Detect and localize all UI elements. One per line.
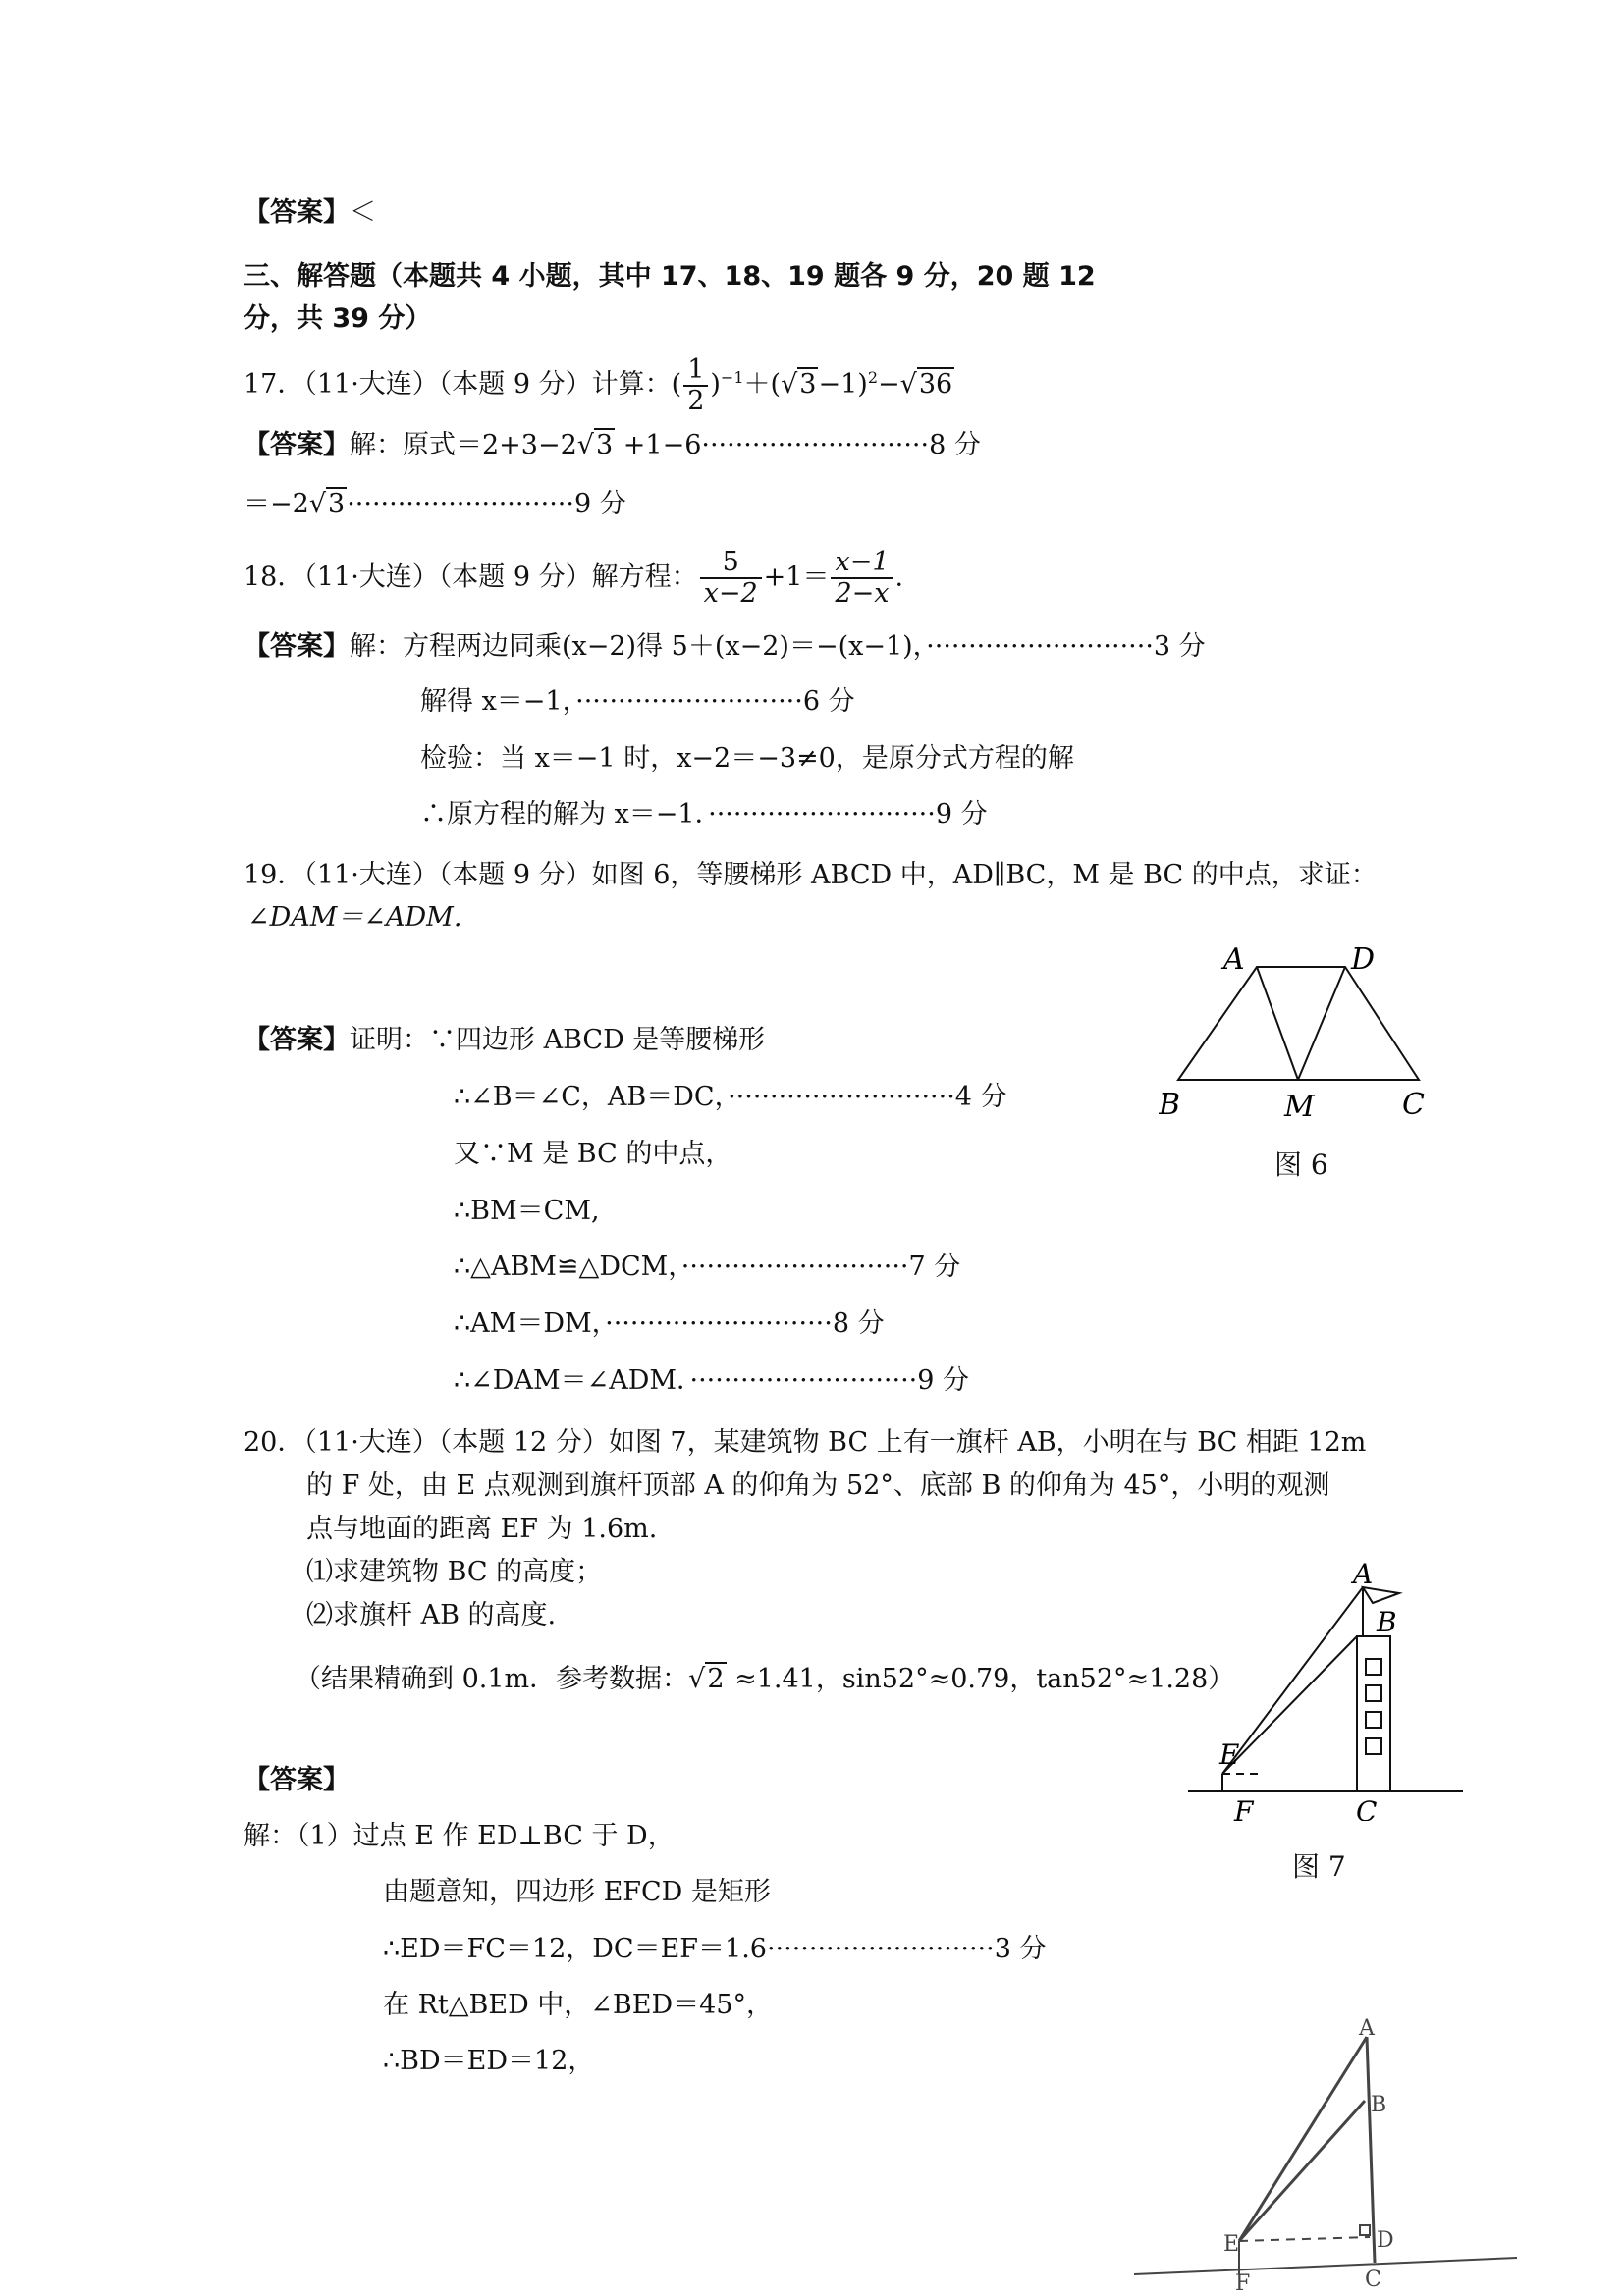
segment-dm (1298, 967, 1345, 1080)
fig7-label-f: F (1234, 1795, 1254, 1821)
q18-f2-num: x−1 (831, 548, 893, 579)
q19-answer-line4: ∴BM＝CM, (454, 1196, 600, 1226)
segment-ed (1239, 2237, 1370, 2241)
window-3 (1366, 1712, 1381, 1728)
q17-mid: ＋( (743, 369, 782, 400)
prev-answer-value: ＜ (350, 197, 376, 228)
q20-sub1: ⑴求建筑物 BC 的高度； (306, 1557, 603, 1587)
fig8-label-c: C (1365, 2268, 1381, 2292)
q18-frac2 (831, 548, 893, 609)
answer-tag: 【答案】 (244, 430, 350, 460)
q20-question-line1: 20．（11·大连）（本题 12 分）如图 7，某建筑物 BC 上有一旗杆 AB，小明在与 BC 相距 12m (244, 1427, 1367, 1458)
q18-frac1 (700, 548, 762, 609)
q17-exp2: 2 (867, 368, 878, 387)
q18-f1-den: x−2 (703, 578, 758, 609)
q18-answer-line2: 解得 x＝−1，···························6 分 (420, 686, 855, 717)
q18-answer-line4: ∴原方程的解为 x＝−1．···························9 分 (420, 799, 988, 829)
fig8-label-d: D (1377, 2228, 1394, 2253)
window-1 (1366, 1659, 1381, 1675)
q18-f1-num: 5 (700, 548, 762, 579)
q17-ans2-tail: ···························9 分 (347, 489, 626, 519)
figure-answer-diagram (1129, 2017, 1522, 2292)
q17-frac-den: 2 (687, 385, 705, 416)
section-title-line1: 三、解答题（本题共 4 小题，其中 17、18、19 题各 9 分，20 题 12 (244, 261, 1096, 292)
q19-answer-line3: 又∵M 是 BC 的中点， (454, 1139, 732, 1169)
q18-answer-line1 (244, 630, 1206, 664)
q18-f2-den: 2−x (835, 578, 890, 609)
sight-line-a (1222, 1587, 1363, 1774)
answer-tag: 【答案】 (244, 1765, 350, 1795)
q18-ans1: 解：方程两边同乘(x−2)得 5＋(x−2)＝−(x−1)，···························3 分 (350, 631, 1206, 662)
figure-7-caption: 图 7 (1292, 1850, 1346, 1883)
fig6-label-d: D (1351, 942, 1376, 977)
fig8-label-a: A (1359, 2017, 1375, 2041)
q17-rad2: 36 (918, 369, 953, 400)
q17-fraction (683, 355, 708, 416)
segment-ea (1239, 2037, 1367, 2241)
q19-answer-line7: ∴∠DAM＝∠ADM．···························9 分 (454, 1365, 969, 1396)
q17-ans-text: 解：原式＝2+3−2 (350, 430, 577, 460)
q18-mid: +1＝ (763, 561, 830, 593)
prev-answer-line (244, 196, 376, 230)
trapezoid-outline (1178, 967, 1419, 1080)
q20-reference: （结果精确到 0.1m．参考数据：√2 ≈1.41，sin52°≈0.79，tan52°≈1.28） (295, 1664, 1235, 1694)
segment-eb (1239, 2101, 1365, 2241)
q17-answer-line1: 【答案】解：原式＝2+3−2√3 +1−6···························8 分 (244, 430, 981, 460)
q18-end: . (894, 561, 904, 593)
q17-frac-num: 1 (683, 355, 708, 387)
fig8-label-f: F (1235, 2271, 1251, 2292)
q19-question-line1: 19．（11·大连）（本题 9 分）如图 6，等腰梯形 ABCD 中，AD∥BC，M 是 BC 的中点，求证： (244, 860, 1378, 890)
window-2 (1366, 1685, 1381, 1701)
ground-line-2 (1134, 2258, 1517, 2274)
fig8-label-e: E (1223, 2232, 1240, 2257)
q20-ref-tail: ≈1.41，sin52°≈0.79，tan52°≈1.28） (726, 1664, 1235, 1694)
q20-question-line3: 点与地面的距离 EF 为 1.6m. (306, 1514, 658, 1544)
q17-exp1: −1 (720, 368, 744, 387)
fig6-label-b: B (1159, 1088, 1181, 1122)
figure-6-trapezoid (1159, 937, 1453, 1134)
q17-minus: − (878, 369, 900, 400)
q18-question (244, 548, 903, 609)
window-4 (1366, 1738, 1381, 1754)
fig7-label-a: A (1353, 1558, 1374, 1590)
fig8-label-b: B (1371, 2093, 1387, 2117)
q17-question: 17．（11·大连）（本题 9 分）计算：( $\frac{1}{2}$ )$^{-1}+(√3-1)^2-√36$ (244, 353, 953, 416)
q17-ans-tail: +1−6···························8 分 (615, 430, 981, 460)
q20-answer-line4: 在 Rt△BED 中，∠BED＝45°， (383, 1990, 773, 2020)
answer-tag: 【答案】 (244, 631, 350, 662)
fig6-label-c: C (1402, 1088, 1425, 1122)
q19-answer-line1 (244, 1024, 765, 1057)
q17-rad1: 3 (799, 369, 817, 400)
answer-tag: 【答案】 (244, 1025, 350, 1055)
q20-ref-rad: 2 (707, 1664, 725, 1694)
q17-ans2-rad: 3 (328, 489, 346, 519)
q20-answer-line2: 由题意知，四边形 EFCD 是矩形 (383, 1877, 771, 1907)
fig6-label-m: M (1284, 1090, 1315, 1124)
q17-answer-line2: ＝−2√3···························9 分 (244, 489, 626, 519)
q19-answer-line2: ∴∠B＝∠C，AB＝DC，···························4 分 (454, 1082, 1007, 1112)
right-angle-mark (1360, 2225, 1370, 2235)
q18-prefix: 18．（11·大连）（本题 9 分）解方程： (244, 561, 698, 593)
q17-mid2: −1) (818, 369, 868, 400)
fig7-label-e: E (1219, 1738, 1240, 1771)
sight-line-b (1222, 1636, 1357, 1774)
q20-answer-line5: ∴BD＝ED＝12， (383, 2046, 595, 2076)
q19-ans1: 证明：∵四边形 ABCD 是等腰梯形 (350, 1025, 766, 1055)
fig7-label-b: B (1377, 1606, 1397, 1638)
q17-prefix: 17．（11·大连）（本题 9 分）计算： (244, 369, 672, 400)
q20-ref-pre: （结果精确到 0.1m．参考数据： (295, 1664, 689, 1694)
q19-question-line2: ∠DAM＝∠ADM. (247, 902, 462, 933)
q19-answer-line5: ∴△ABM≌△DCM，···························7 分 (454, 1252, 961, 1282)
q19-answer-line6: ∴AM＝DM，···························8 分 (454, 1308, 885, 1339)
q18-answer-line3: 检验：当 x＝−1 时，x−2＝−3≠0，是原分式方程的解 (420, 743, 1074, 774)
section-title-line2: 分，共 39 分） (244, 303, 432, 334)
q17-ans2-pre: ＝−2 (244, 489, 309, 519)
figure-7-building (1178, 1556, 1473, 1821)
q20-question-line2: 的 F 处，由 E 点观测到旗杆顶部 A 的仰角为 52°、底部 B 的仰角为 45°，小明的观测 (306, 1470, 1330, 1501)
q20-answer-line3: ∴ED＝FC＝12，DC＝EF＝1.6···························3 分 (383, 1934, 1047, 1964)
q20-answer-line1: 解：（1）过点 E 作 ED⊥BC 于 D， (244, 1821, 675, 1851)
fig7-label-c: C (1356, 1795, 1378, 1821)
q17-ans-rad: 3 (596, 430, 614, 460)
q20-answer-tag-line (244, 1764, 350, 1797)
q20-sub2: ⑵求旗杆 AB 的高度. (306, 1600, 557, 1630)
figure-6-caption: 图 6 (1274, 1148, 1328, 1181)
segment-am (1257, 967, 1298, 1080)
answer-tag: 【答案】 (244, 197, 350, 228)
fig6-label-a: A (1223, 942, 1245, 977)
